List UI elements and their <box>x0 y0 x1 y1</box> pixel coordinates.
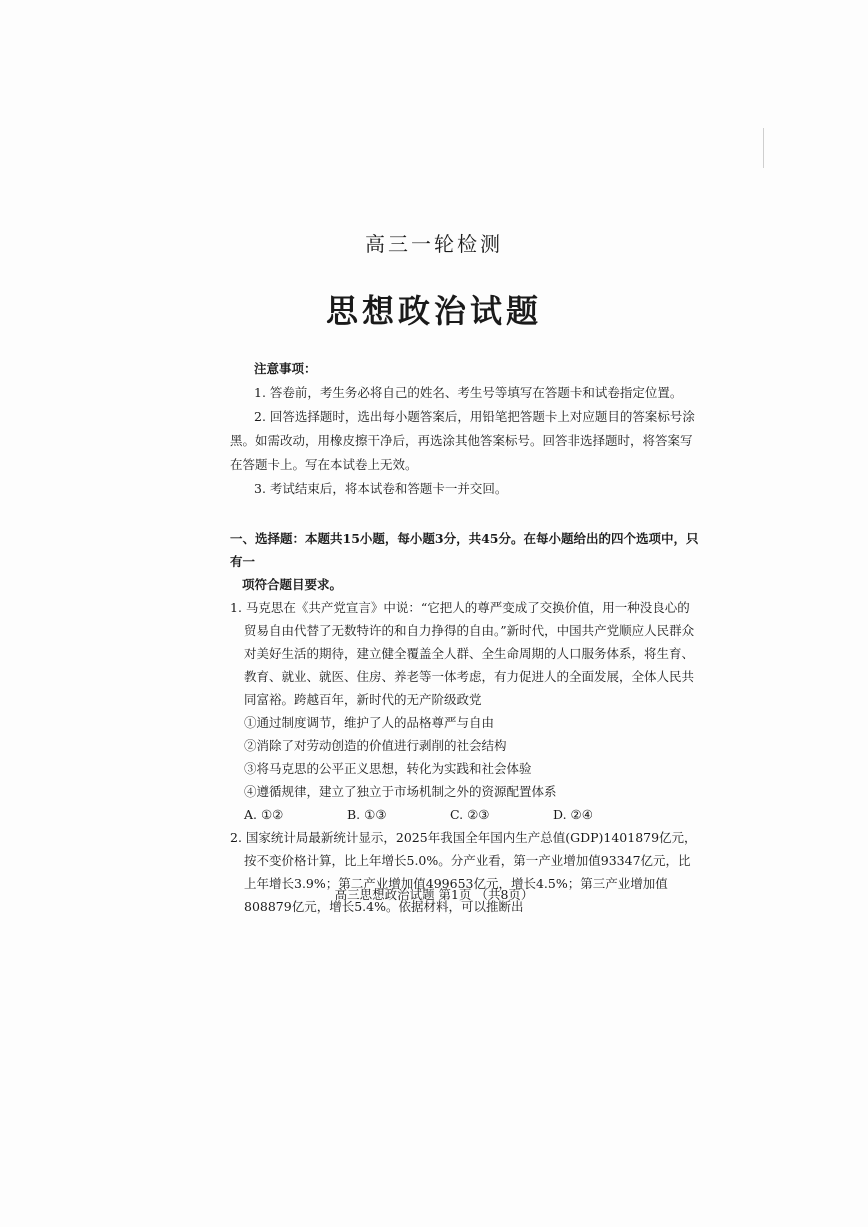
section-heading-line2: 项符合题目要求。 <box>242 577 343 592</box>
notice-item-3: 3. 考试结束后，将本试卷和答题卡一并交回。 <box>254 481 508 496</box>
choice-d: D. ②④ <box>553 807 593 822</box>
question-1-option-3: ③将马克思的公平正义思想，转化为实践和社会体验 <box>244 761 532 776</box>
question-1-stem: 1. 马克思在《共产党宣言》中说：“它把人的尊严变成了交换价值，用一种没良心的贸易自由代替了无数特许的和自力挣得的自由。”新时代，中国共产党顺应人民群众对美好生活的期待，建立健全覆盖全人群、全生命周期的人口服务体系，将生育、教育、就业、就医、住房、养老等一体考虑，有力促进人的全面发展，全体人民共同富裕。跨越百年，新时代的无产阶级政党 <box>230 600 695 707</box>
question-1-choices <box>230 803 700 826</box>
exam-header: 高三一轮检测 <box>365 232 503 256</box>
notice-item-1: 1. 答卷前，考生务必将自己的姓名、考生号等填写在答题卡和试卷指定位置。 <box>254 385 683 400</box>
notice-heading: 注意事项： <box>254 361 317 376</box>
question-1-option-1: ①通过制度调节，维护了人的品格尊严与自由 <box>244 715 495 730</box>
choice-b: B. ①③ <box>347 807 387 822</box>
notice-item-2: 2. 回答选择题时，选出每小题答案后，用铅笔把答题卡上对应题目的答案标号涂黑。如需改动，用橡皮擦干净后，再选涂其他答案标号。回答非选择题时，将答案写在答题卡上。写在本试卷上无效。 <box>230 409 695 472</box>
multiple-choice-section <box>230 527 700 918</box>
choice-a: A. ①② <box>244 807 284 822</box>
page-footer: 高三思想政治试题 第1页 （共8页） <box>334 887 534 902</box>
question-1-option-4: ④遵循规律，建立了独立于市场机制之外的资源配置体系 <box>244 784 557 799</box>
exam-title: 思想政治试题 <box>325 292 542 330</box>
scan-edge-mark <box>763 128 764 168</box>
section-heading <box>230 527 700 596</box>
notice-block <box>230 357 700 501</box>
question-1-option-2: ②消除了对劳动创造的价值进行剥削的社会结构 <box>244 738 507 753</box>
section-heading-line1: 一、选择题：本题共15小题，每小题3分，共45分。在每小题给出的四个选项中，只有一 <box>230 531 699 569</box>
question-2-stem: 2. 国家统计局最新统计显示，2025年我国全年国内生产总值(GDP)1401879亿元，按不变价格计算，比上年增长5.0%。分产业看，第一产业增加值93347亿元，比上年增长3.9%；第二产业增加值499653亿元，增长4.5%；第三产业增加值808879亿元，增长5.4%。依据材料，可以推断出 <box>230 830 697 914</box>
choice-c: C. ②③ <box>450 807 490 822</box>
